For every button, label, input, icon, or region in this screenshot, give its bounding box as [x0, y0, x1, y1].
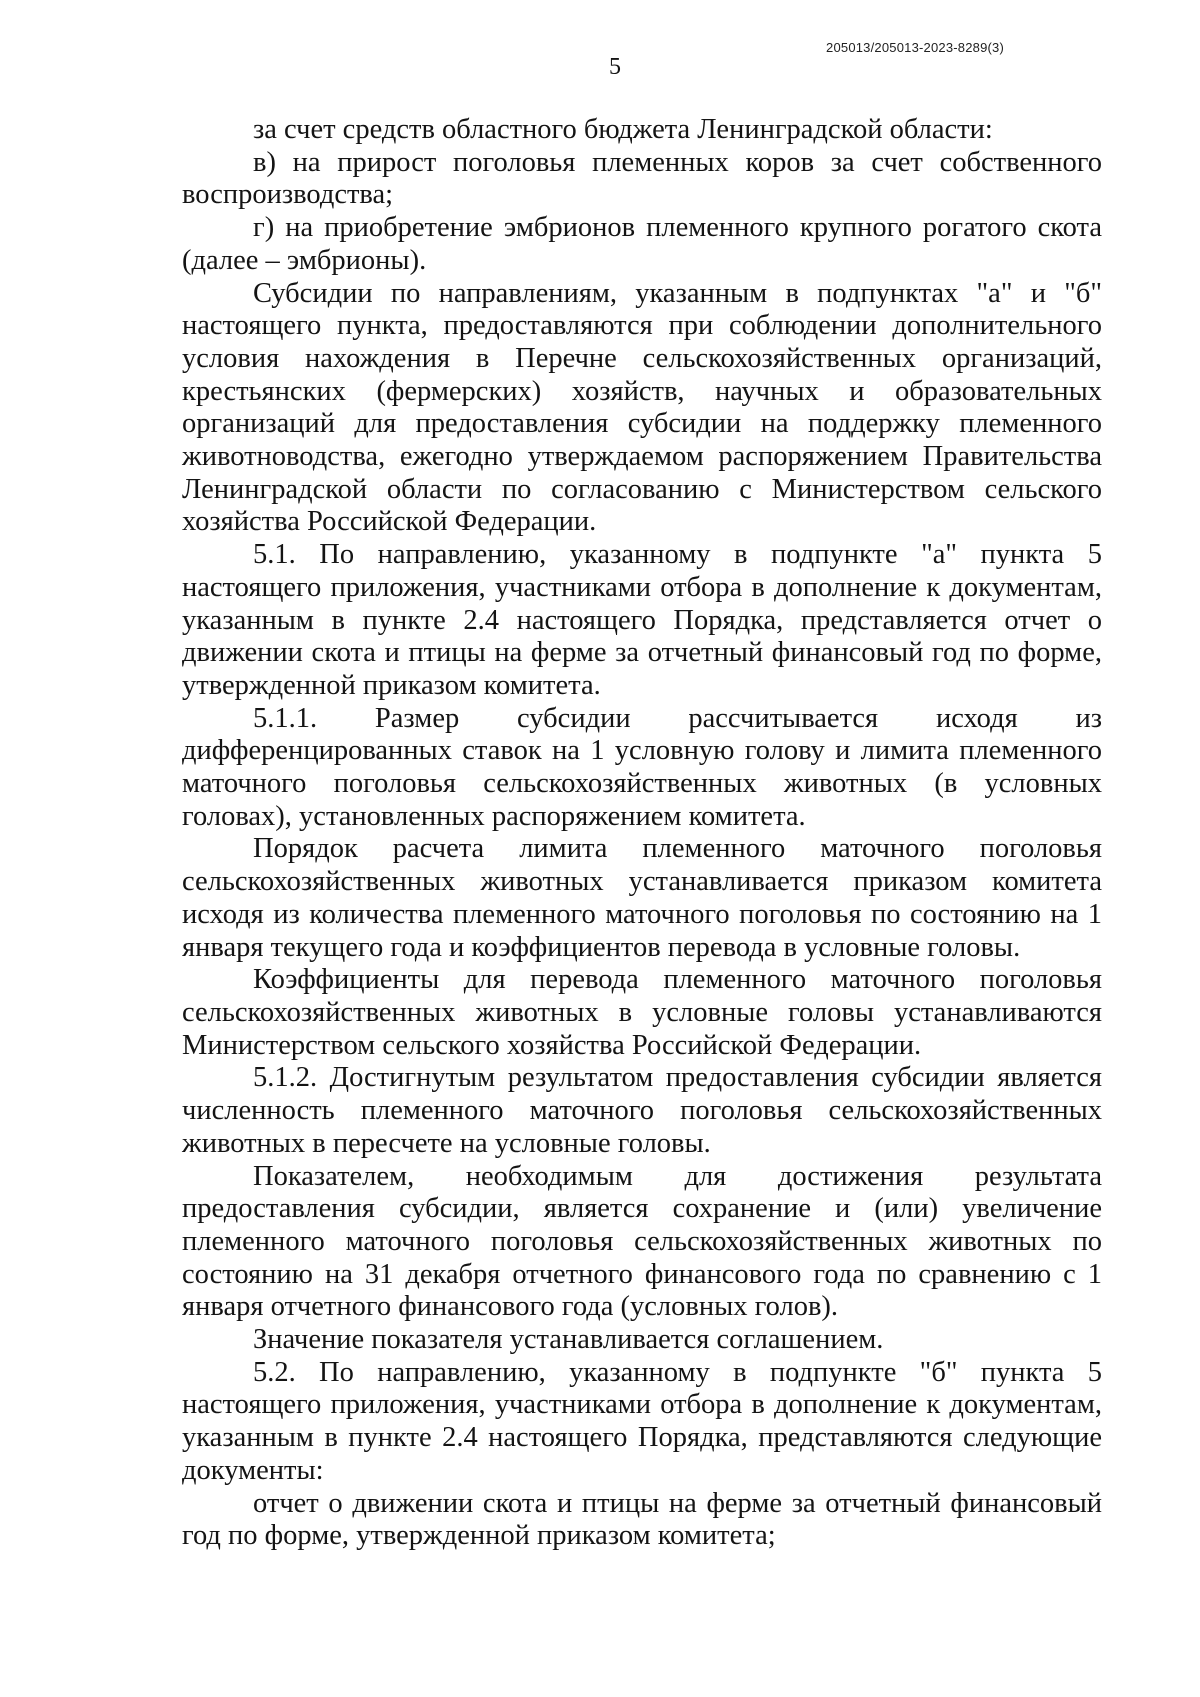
page-number: 5	[609, 54, 621, 80]
paragraph-report-item: отчет о движении скота и птицы на ферме за отчетный финансовый год по форме, утвержденной приказом комитета;	[182, 1487, 1102, 1552]
paragraph-subsidy-conditions: Субсидии по направлениям, указанным в подпунктах "а" и "б" настоящего пункта, предоставляются при соблюдении дополнительного условия нахождения в Перечне сельскохозяйственных организаций, крестьянских (фермерских) хозяйств, научных и образовательных организаций для предоставления субсидии на поддержку племенного животноводства, ежегодно утверждаемом распоряжением Правительства Ленинградской области по согласованию с Министерством сельского хозяйства Российской Федерации.	[182, 277, 1102, 538]
paragraph-continuation: за счет средств областного бюджета Ленинградской области:	[253, 114, 993, 145]
paragraph-5-1-2: 5.1.2. Достигнутым результатом предоставления субсидии является численность племенного маточного поголовья сельскохозяйственных животных в пересчете на условные головы.	[182, 1062, 1102, 1159]
paragraph-5-1: 5.1. По направлению, указанному в подпункте "а" пункта 5 настоящего приложения, участниками отбора в дополнение к документам, указанным в пункте 2.4 настоящего Порядка, представляется отчет о движении скота и птицы на ферме за отчетный финансовый год по форме, утвержденной приказом комитета.	[182, 539, 1102, 701]
paragraph-coefficients: Коэффициенты для перевода племенного маточного поголовья сельскохозяйственных животных в условные головы устанавливаются Министерством сельского хозяйства Российской Федерации.	[182, 964, 1102, 1061]
paragraph-item-v: в) на прирост поголовья племенных коров за счет собственного воспроизводства;	[182, 146, 1102, 211]
paragraph-limit-calculation: Порядок расчета лимита племенного маточного поголовья сельскохозяйственных животных устанавливается приказом комитета исходя из количества племенного маточного поголовья по состоянию на 1 января текущего года и коэффициентов перевода в условные головы.	[182, 833, 1102, 963]
paragraph-indicator: Показателем, необходимым для достижения результата предоставления субсидии, является сохранение и (или) увеличение племенного маточного поголовья сельскохозяйственных животных по состоянию на 31 декабря отчетного финансового года по сравнению с 1 января отчетного финансового года (условных голов).	[182, 1160, 1102, 1323]
paragraph-item-g: г) на приобретение эмбрионов племенного крупного рогатого скота (далее – эмбрионы).	[182, 212, 1102, 276]
paragraph-indicator-value: Значение показателя устанавливается соглашением.	[253, 1324, 884, 1356]
paragraph-5-1-1: 5.1.1. Размер субсидии рассчитывается исходя из дифференцированных ставок на 1 условную голову и лимита племенного маточного поголовья сельскохозяйственных животных (в условных головах), установленных распоряжением комитета.	[182, 702, 1102, 832]
paragraph-5-2: 5.2. По направлению, указанному в подпункте "б" пункта 5 настоящего приложения, участниками отбора в дополнение к документам, указанным в пункте 2.4 настоящего Порядка, представляются следующие документы:	[182, 1356, 1102, 1486]
document-body	[182, 114, 1102, 1553]
document-registration-number: 205013/205013-2023-8289(3)	[826, 40, 1004, 55]
